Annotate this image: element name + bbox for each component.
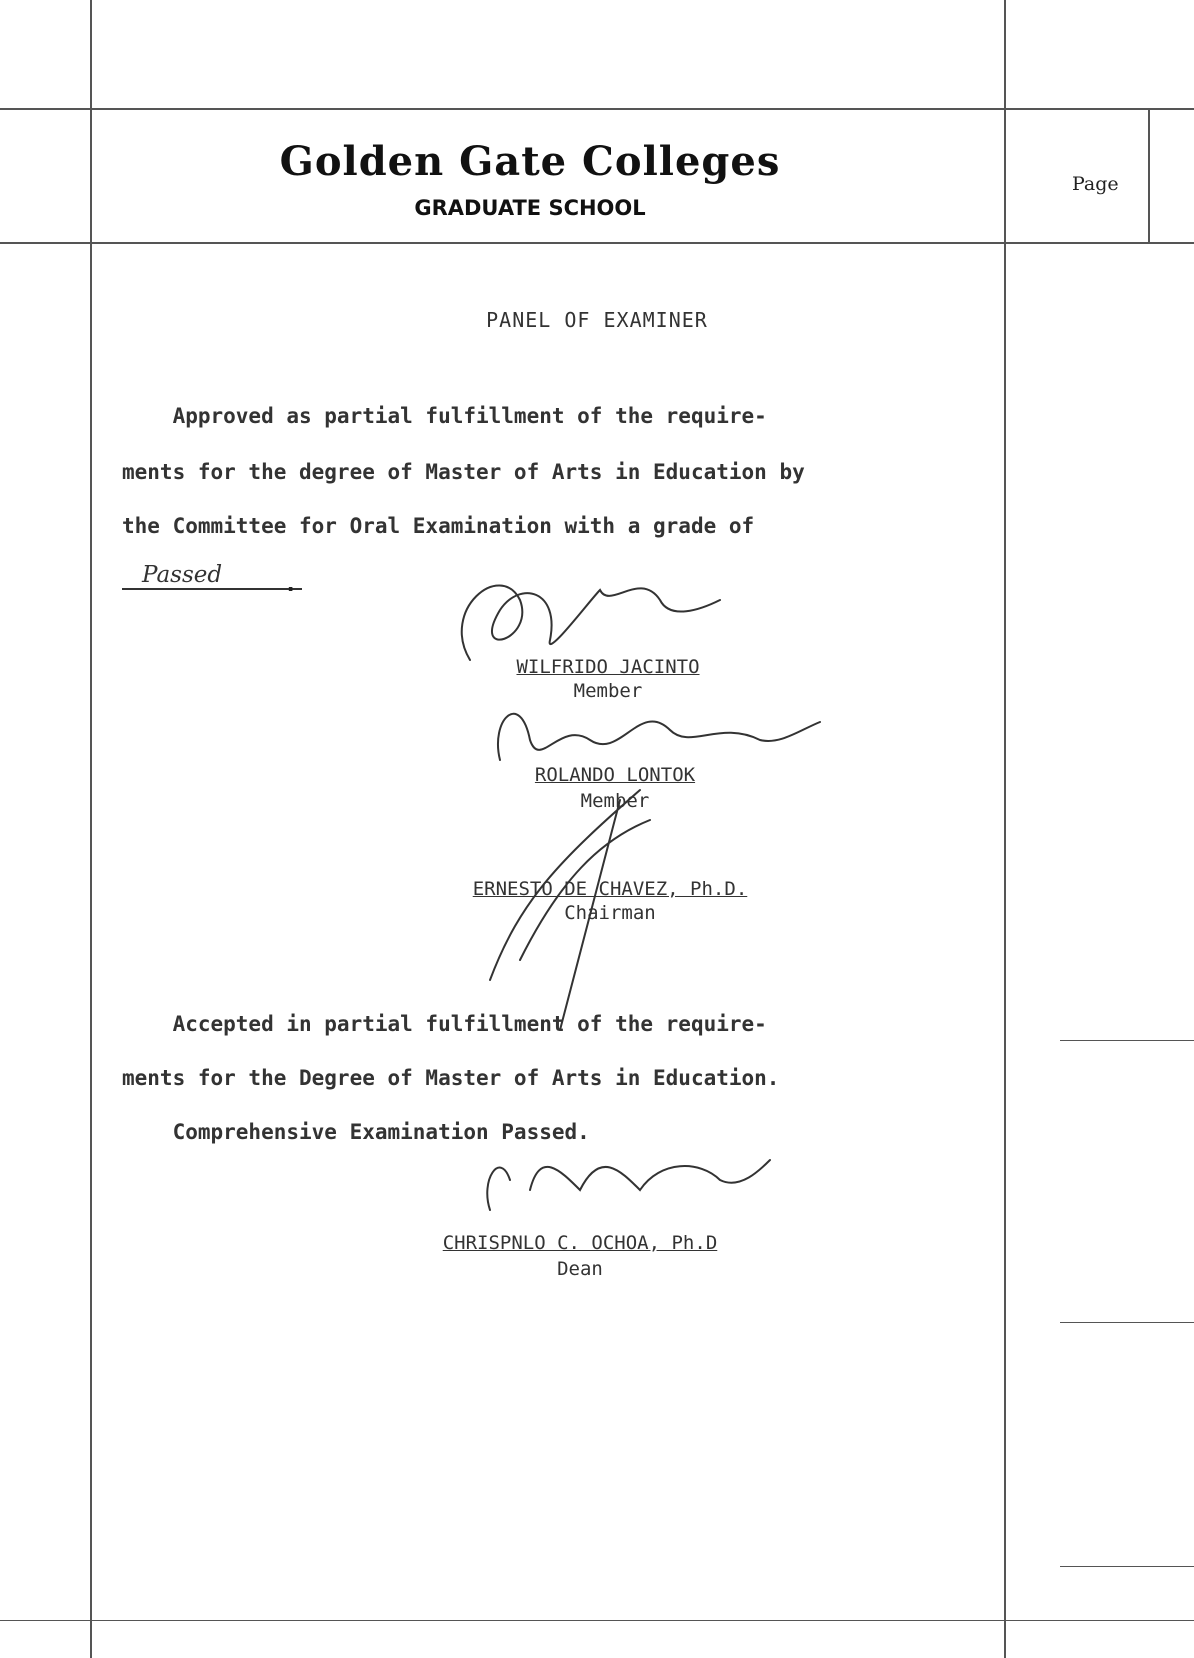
signature-ochoa: [487, 1160, 770, 1210]
acceptance-line: Comprehensive Examination Passed.: [122, 1120, 590, 1144]
signatory-name-jacinto: WILFRIDO JACINTO: [516, 656, 700, 678]
approval-line: the Committee for Oral Examination with a grade of: [122, 514, 755, 538]
signatory-name-de-chavez: ERNESTO DE CHAVEZ, Ph.D.: [472, 878, 748, 900]
college-name: Golden Gate Colleges: [279, 138, 781, 185]
document-heading: PANEL OF EXAMINER: [486, 308, 708, 332]
approval-line: ments for the degree of Master of Arts in Education by: [122, 460, 805, 484]
grade-value: Passed: [122, 562, 302, 590]
dean-name: CHRISPNLO C. OCHOA, Ph.D: [442, 1232, 718, 1254]
approval-line: Approved as partial fulfillment of the require-: [122, 404, 767, 428]
signatory-role-lontok: Member: [580, 790, 650, 812]
school-name: GRADUATE SCHOOL: [414, 196, 646, 220]
acceptance-line: Accepted in partial fulfillment of the require-: [122, 1012, 767, 1036]
grade-period: .: [284, 572, 298, 597]
signature-jacinto: [462, 585, 720, 660]
signatory-role-de-chavez: Chairman: [564, 902, 656, 924]
dean-role: Dean: [557, 1258, 603, 1280]
signatory-name-lontok: ROLANDO LONTOK: [534, 764, 696, 786]
acceptance-line: ments for the Degree of Master of Arts in Education.: [122, 1066, 780, 1090]
signatory-role-jacinto: Member: [573, 680, 643, 702]
page-label: Page: [1072, 173, 1119, 195]
signature-lontok: [498, 714, 820, 760]
